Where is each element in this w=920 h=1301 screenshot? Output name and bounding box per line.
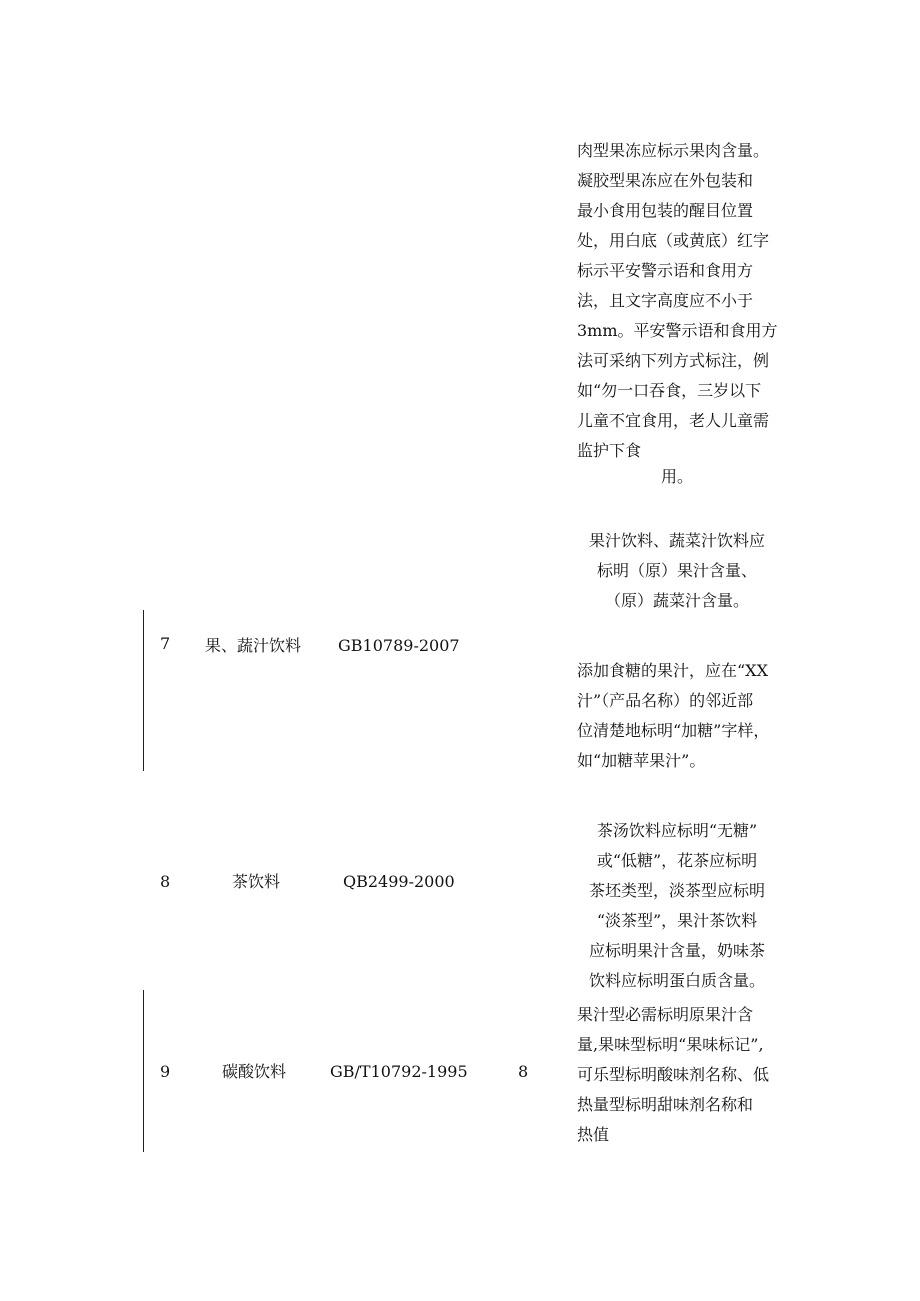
text-line: （原）蔬菜汁含量。 — [604, 591, 749, 610]
requirement-text — [574, 816, 780, 996]
text-line: 法可采纳下列方式标注，例 — [577, 351, 770, 370]
text-line: 或“低糖”，花茶应标明 — [596, 851, 758, 870]
text-line: 果汁饮料、蔬菜汁饮料应 — [588, 531, 765, 550]
text-line: 儿童不宜食用，老人儿童需 — [577, 411, 770, 430]
text-line: 热值 — [577, 1125, 610, 1144]
standard-code: QB2499-2000 — [343, 872, 455, 891]
text-line: 应标明果汁含量，奶味茶 — [588, 941, 765, 960]
text-line: 处，用白底（或黄底）红字 — [577, 231, 770, 250]
text-line: 最小食用包装的醒目位置 — [577, 201, 754, 220]
text-line: 3mm。平安警示语和食用方 — [577, 321, 778, 340]
product-name: 果、蔬汁饮料 — [205, 636, 302, 655]
text-line: 添加食糖的果汁，应在“XX — [577, 661, 768, 680]
text-line: 果汁型必需标明原果汁含 — [577, 1005, 754, 1024]
text-line: 量,果味型标明“果味标记”, — [577, 1035, 764, 1054]
row-number: 9 — [160, 1062, 171, 1081]
text-line: 饮料应标明蛋白质含量。 — [588, 971, 765, 990]
text-line: 茶汤饮料应标明“无糖” — [596, 821, 758, 840]
text-line: 标示平安警示语和食用方 — [577, 261, 754, 280]
product-name: 茶饮料 — [232, 872, 281, 891]
text-line: 位清楚地标明“加糖”字样， — [577, 721, 770, 740]
standard-code: GB/T10792-1995 — [330, 1062, 468, 1081]
text-line-tail: 用。 — [661, 467, 694, 486]
product-name: 碳酸饮料 — [222, 1062, 287, 1081]
text-line: 热量型标明甜味剂名称和 — [577, 1095, 754, 1114]
requirement-text — [572, 526, 782, 616]
requirement-text — [577, 1000, 769, 1150]
text-line: 可乐型标明酸味剂名称、低 — [577, 1065, 770, 1084]
text-line: 茶坯类型，淡茶型应标明 — [588, 881, 765, 900]
text-line: 标明（原）果汁含量、 — [596, 561, 757, 580]
text-line: 汁”（产品名称）的邻近部 — [577, 691, 754, 710]
standard-code: GB10789-2007 — [338, 636, 460, 655]
text-line: 监护下食 — [577, 441, 642, 460]
row-number: 8 — [160, 872, 171, 891]
jelly-requirement-text — [577, 136, 778, 466]
text-line: 凝胶型果冻应在外包装和 — [577, 171, 754, 190]
text-line: “淡茶型”，果汁茶饮料 — [596, 911, 758, 930]
text-line: 如“勿一口吞食，三岁以下 — [577, 381, 762, 400]
row-number: 7 — [160, 634, 171, 653]
text-line: 如“加糖苹果汁”。 — [577, 751, 706, 770]
table-left-border-row7 — [143, 610, 144, 771]
text-line: 法，且文字高度应不小于 — [577, 291, 754, 310]
text-line: 肉型果冻应标示果肉含量。 — [577, 141, 770, 160]
requirement-text — [577, 656, 769, 776]
extra-value: 8 — [518, 1062, 529, 1081]
table-left-border-row9 — [143, 990, 144, 1152]
